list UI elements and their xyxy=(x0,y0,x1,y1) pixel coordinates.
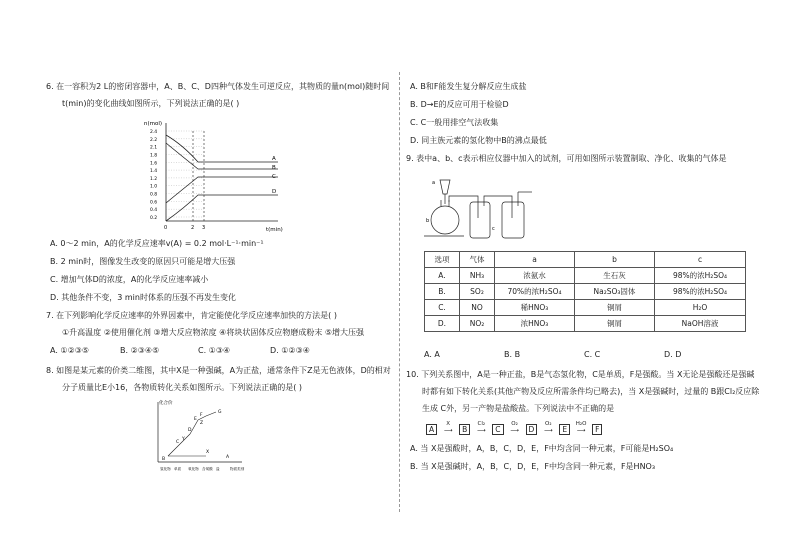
q8-option-a: A. B和F能发生复分解反应生成盐 xyxy=(410,82,527,91)
arrow-icon: O₂ ⟶ xyxy=(504,426,526,436)
q6-option-a: A. 0～2 min，A的化学反应速率v(A) = 0.2 mol·L⁻¹·min⁻¹ xyxy=(50,239,264,248)
table-row xyxy=(425,268,746,284)
table-cell: H₂O xyxy=(655,300,746,316)
round-flask xyxy=(431,206,459,234)
q6-series-A: A xyxy=(272,156,276,162)
q8-label-D: D xyxy=(188,428,192,433)
q8-label-G: G xyxy=(218,410,222,415)
q6-xlabel: t(min) xyxy=(266,227,283,233)
arrow-icon: H₂O ⟶ xyxy=(570,426,592,436)
q6-axes xyxy=(166,123,278,221)
table-cell: 浓氨水 xyxy=(495,268,575,284)
q8-chart xyxy=(146,398,246,474)
table-cell: NaOH溶液 xyxy=(655,316,746,332)
q8-label-E: E xyxy=(194,417,197,422)
q6-xtick-label: 3 xyxy=(202,225,206,231)
table-header: 气体 xyxy=(460,252,495,268)
chain-reagent: H₂O xyxy=(575,421,587,427)
q8-stem-line2: 分子质量比E小16，各物质转化关系如图所示。下列说法正确的是( ) xyxy=(62,383,303,392)
q7-stem: 7. 在下列影响化学反应速率的外界因素中，肯定能使化学反应速率加快的方法是( ) xyxy=(46,311,337,320)
q6-xticks xyxy=(164,225,205,231)
q6-ytick-label: 1.4 xyxy=(150,169,158,175)
q10-option-a: A. 当 X是强酸时，A，B，C，D，E，F中均含同一种元素，F可能是H₂SO₄ xyxy=(410,444,674,453)
table-header-row xyxy=(425,252,746,268)
table-cell: A. xyxy=(425,268,460,284)
table-cell: 铜屑 xyxy=(575,300,655,316)
chain-reagent: O₂ xyxy=(511,421,518,427)
q6-curve-D xyxy=(166,195,278,221)
q6-option-b: B. 2 min时，图像发生改变的原因只可能是增大压强 xyxy=(50,257,236,266)
q6-ytick-label: 2.2 xyxy=(150,137,158,143)
q9-option-a: A. A xyxy=(424,350,440,359)
table-cell: Na₂SO₃固体 xyxy=(575,284,655,300)
label-b: b xyxy=(426,218,430,224)
q7-option-c: C. ①③④ xyxy=(198,346,231,355)
q6-ytick-label: 1.6 xyxy=(150,161,158,167)
q6-ytick-label: 1.8 xyxy=(150,153,158,159)
q8-stem-line1: 8. 如图是某元素的价类二维图，其中X是一种强碱，A为正盐，通常条件下Z是无色液体，D的相对 xyxy=(46,366,391,375)
q6-ytick-label: 0.2 xyxy=(150,216,158,221)
collect-bottle xyxy=(502,202,524,238)
table-cell: C. xyxy=(425,300,460,316)
table-row xyxy=(425,300,746,316)
separatory-funnel xyxy=(440,180,450,194)
table-header: a xyxy=(495,252,575,268)
q8-option-b: B. D→E的反应可用于检验D xyxy=(410,100,509,109)
q6-ytick-label: 1.2 xyxy=(150,176,158,182)
label-a: a xyxy=(432,180,436,186)
q8-ylabel: 化合价 xyxy=(159,401,173,406)
q10-chain xyxy=(426,421,602,436)
q9-stem: 9. 表中a、b、c表示相应仪器中加入的试剂，可用如图所示装置制取、净化、收集的气体是 xyxy=(406,154,727,163)
q6-ytick-label: 2.4 xyxy=(150,130,158,135)
q6-stem-line1: 6. 在一容积为2 L的密闭容器中，A、B、C、D四种气体发生可逆反应，其物质的量n(mol)随时间 xyxy=(46,82,390,91)
chain-reagent: X xyxy=(446,421,451,427)
q7-items: ①升高温度 ②使用催化剂 ③增大反应物浓度 ④将块状固体反应物磨成粉末 ⑤增大压强 xyxy=(62,328,365,337)
arrow-icon: X ⟶ xyxy=(437,426,459,436)
q6-ytick-label: 0.6 xyxy=(150,200,158,206)
q8-xcat-label: 含氧酸 xyxy=(202,467,213,471)
q8-label-B: B xyxy=(162,457,166,462)
q6-series-B: B xyxy=(272,165,276,171)
table-row xyxy=(425,316,746,332)
arrow-icon: O₂ ⟶ xyxy=(537,426,559,436)
wash-bottle xyxy=(470,202,490,238)
q6-ytick-label: 0.8 xyxy=(150,192,158,198)
q8-label-C: C xyxy=(176,440,180,445)
chain-node-F: F xyxy=(592,424,602,435)
q8-xcat-label: 氧化物 xyxy=(188,467,199,471)
q6-xtick-label: 0 xyxy=(164,225,168,231)
table-cell: 98%的浓H₂SO₄ xyxy=(655,268,746,284)
q8-label-A: A xyxy=(226,455,230,460)
q10-stem-line2: 时都有如下转化关系(其他产物及反应所需条件均已略去)，当 X是强碱时，过量的 B跟Cl₂反应除 xyxy=(422,387,760,396)
table-cell: 98%的浓H₂SO₄ xyxy=(655,284,746,300)
q8-option-d: D. 同主族元素的氢化物中B的沸点最低 xyxy=(410,136,547,145)
table-cell: 铜屑 xyxy=(575,316,655,332)
q6-curves xyxy=(166,131,278,221)
q6-ytick-label: 0.4 xyxy=(150,208,158,214)
table-cell: SO₂ xyxy=(460,284,495,300)
chain-reagent: Cl₂ xyxy=(477,421,486,427)
q6-ytick-label: 1.0 xyxy=(150,184,158,190)
q6-xtick-label: 2 xyxy=(191,225,195,231)
table-header: c xyxy=(655,252,746,268)
q8-option-c: C. C一般用排空气法收集 xyxy=(410,118,499,127)
table-cell: 生石灰 xyxy=(575,268,655,284)
q6-curve-A xyxy=(166,135,278,162)
table-cell: 浓HNO₃ xyxy=(495,316,575,332)
q9-table xyxy=(424,251,746,332)
q9-option-b: B. B xyxy=(504,350,521,359)
q6-stem-line2: t(min)的变化曲线如图所示，下列说法正确的是( ) xyxy=(62,99,240,108)
column-divider xyxy=(399,72,400,512)
chain-node-C: C xyxy=(492,424,503,435)
q10-stem-line3: 生成 C外，另一产物是盐酸盐。下列说法中不正确的是 xyxy=(422,404,615,413)
q10-option-b: B. 当 X是强碱时，A，B，C，D，E，F中均含同一种元素，F是HNO₃ xyxy=(410,462,656,471)
table-cell: 稀HNO₃ xyxy=(495,300,575,316)
chain-reagent: O₂ xyxy=(545,421,552,427)
table-cell: NH₃ xyxy=(460,268,495,284)
table-header: 选项 xyxy=(425,252,460,268)
q8-xcat-label: 氢化物 xyxy=(160,467,171,471)
q8-xcats xyxy=(160,466,245,471)
q8-label-Y: Y xyxy=(182,437,185,442)
chain-node-B: B xyxy=(459,424,470,435)
q7-option-d: D. ①②③④ xyxy=(270,346,310,355)
q6-option-d: D. 其他条件不变，3 min时体系的压强不再发生变化 xyxy=(50,293,236,302)
label-c: c xyxy=(492,226,495,232)
q8-label-F: F xyxy=(200,413,203,418)
q6-ylabel: n(mol) xyxy=(144,121,163,127)
table-header: b xyxy=(575,252,655,268)
q6-series-C: C xyxy=(272,174,276,180)
table-row xyxy=(425,284,746,300)
q9-option-d: D. D xyxy=(664,350,682,359)
q9-option-c: C. C xyxy=(584,350,601,359)
q7-option-a: A. ①②③⑤ xyxy=(50,346,90,355)
q8-xcat-label: 物质类别 xyxy=(230,467,245,471)
table-cell: NO xyxy=(460,300,495,316)
table-cell: D. xyxy=(425,316,460,332)
tube-1 xyxy=(449,196,478,218)
q10-stem-line1: 10. 下列关系图中，A是一种正盐，B是气态氢化物，C是单质，F是强酸。当 X无论是强酸还是强碱 xyxy=(406,370,755,379)
q6-chart xyxy=(138,117,288,237)
q6-curve-C xyxy=(166,177,278,203)
q6-option-c: C. 增加气体D的浓度，A的化学反应速率减小 xyxy=(50,275,209,284)
table-cell: NO₂ xyxy=(460,316,495,332)
chain-node-E: E xyxy=(559,424,570,435)
q8-xcat-label: 盐 xyxy=(216,467,220,471)
q9-apparatus xyxy=(424,170,536,242)
table-cell: B. xyxy=(425,284,460,300)
tube-2 xyxy=(484,196,512,218)
q8-label-X: X xyxy=(206,450,210,455)
chain-node-D: D xyxy=(526,424,538,435)
q8-xcat-label: 单质 xyxy=(174,467,182,471)
q6-ytick-label: 2.1 xyxy=(150,145,158,151)
chain-node-A: A xyxy=(426,424,437,435)
table-cell: 70%的浓H₂SO₄ xyxy=(495,284,575,300)
q7-option-b: B. ②③④⑤ xyxy=(120,346,160,355)
q6-series-D: D xyxy=(272,189,277,195)
q8-label-Z: Z xyxy=(200,421,204,426)
arrow-icon: Cl₂ ⟶ xyxy=(470,426,492,436)
